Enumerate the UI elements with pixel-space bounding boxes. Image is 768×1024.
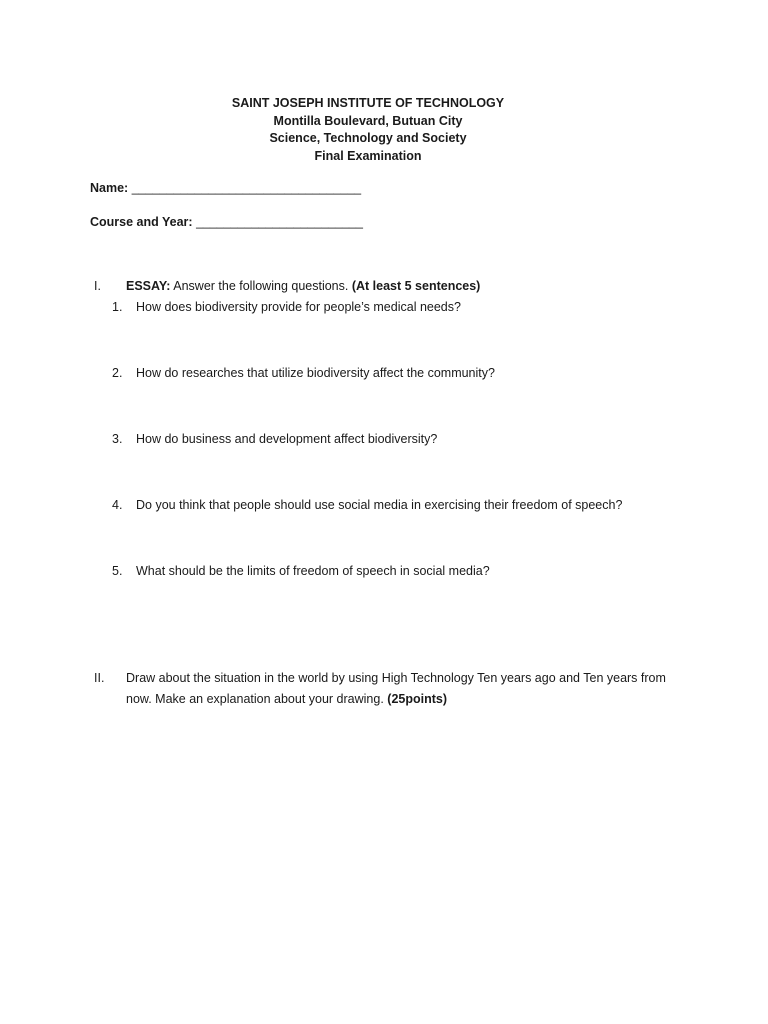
school-address: Montilla Boulevard, Butuan City bbox=[273, 113, 463, 128]
school-name: SAINT JOSEPH INSTITUTE OF TECHNOLOGY bbox=[231, 96, 505, 110]
section-1-text bbox=[126, 279, 480, 293]
question-text: What should be the limits of freedom of speech in social media? bbox=[136, 564, 490, 578]
course-year-blank-line: ________________________ bbox=[196, 215, 363, 229]
subject-title: Science, Technology and Society bbox=[269, 131, 467, 145]
section-1-numeral: I. bbox=[94, 279, 101, 293]
name-label: Name: bbox=[90, 181, 129, 195]
question-number: 3. bbox=[112, 432, 123, 446]
section-1-instruction: Answer the following questions. bbox=[170, 279, 352, 293]
course-year-label: Course and Year: bbox=[90, 215, 193, 229]
question-number: 1. bbox=[112, 300, 123, 314]
section-2-text bbox=[126, 668, 686, 710]
section-1-note: (At least 5 sentences) bbox=[351, 279, 481, 293]
question-text: Do you think that people should use social media in exercising their freedom of speech? bbox=[136, 498, 623, 512]
question-text: How does biodiversity provide for people’s medical needs? bbox=[136, 300, 461, 314]
exam-title: Final Examination bbox=[314, 148, 422, 163]
question-number: 5. bbox=[112, 564, 123, 578]
name-field bbox=[90, 181, 361, 195]
section-2-numeral: II. bbox=[94, 671, 105, 685]
section-2-points: (25points) bbox=[387, 692, 448, 706]
section-2-instruction: Draw about the situation in the world by using High Technology Ten years ago and Ten years from now. Make an explanation about your drawing. bbox=[126, 671, 666, 706]
section-1-title: ESSAY: bbox=[126, 279, 171, 293]
exam-header bbox=[0, 95, 736, 165]
question-number: 2. bbox=[112, 366, 123, 380]
course-year-field bbox=[90, 215, 363, 229]
question-text: How do researches that utilize biodiversity affect the community? bbox=[136, 366, 495, 380]
question-text: How do business and development affect biodiversity? bbox=[136, 432, 438, 446]
name-blank-line: _________________________________ bbox=[131, 181, 362, 195]
question-number: 4. bbox=[112, 498, 123, 512]
